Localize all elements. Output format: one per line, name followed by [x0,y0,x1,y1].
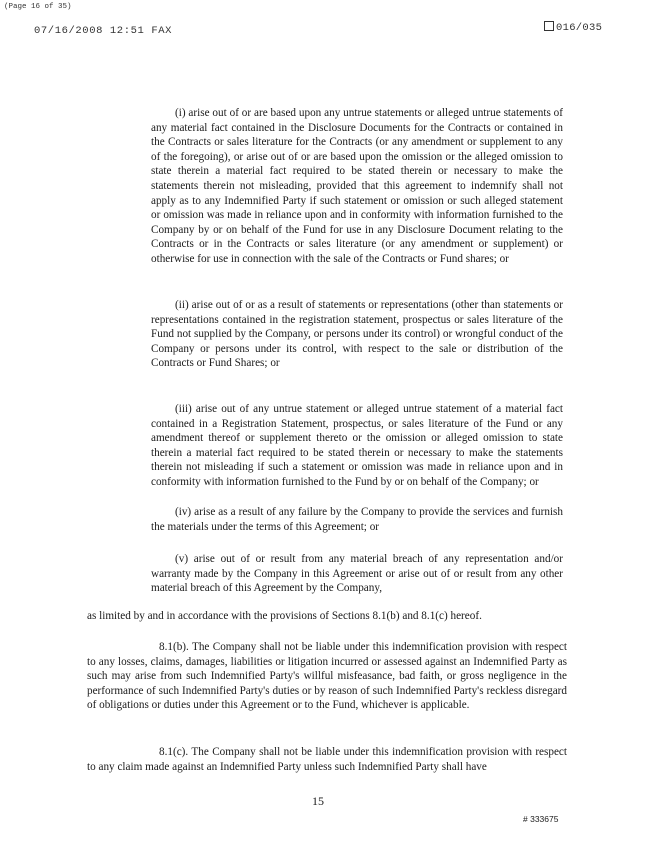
clause-item-v: (v) arise out of or result from any material breach of any representation and/or warranty made by the Company in this Agreement or arise out of or result from any other material breach of this Agreement by the Company, [151,553,563,595]
fax-page-count [544,21,602,34]
clause-item-ii: (ii) arise out of or as a result of statements or representations (other than statements or representations contained in the registration statement, prospectus or sales literature of the Fund not supplied by the Company, or persons under its control) or wrongful conduct of the Company or persons under its control, with respect to the sale or distribution of the Contracts or Fund Shares; or [151,299,563,370]
fax-page-label: (Page 16 of 35) [4,3,72,11]
section-8-1-b: 8.1(b). The Company shall not be liable under this indemnification provision with respect to any losses, claims, damages, liabilities or litigation incurred or assessed against an Indemnified Party as such may arise from such Indemnified Party's willful misfeasance, bad faith, or gross negligence in the performance of such Indemnified Party's duties or by reason of such Indemnified Party's reckless disregard of obligations or duties under this Agreement or to the Fund, whichever is applicable. [87,641,567,712]
section-8-1-c: 8.1(c). The Company shall not be liable under this indemnification provision with respect to any claim made against an Indemnified Party unless such Indemnified Party shall have [87,746,567,773]
limitation-clause: as limited by and in accordance with the provisions of Sections 8.1(b) and 8.1(c) hereof. [87,610,482,622]
fax-checkbox-icon [544,21,554,31]
clause-item-iv: (iv) arise as a result of any failure by the Company to provide the services and furnish the materials under the terms of this Agreement; or [151,506,563,533]
clause-item-i: (i) arise out of or are based upon any untrue statements or alleged untrue statements of any material fact contained in the Disclosure Documents for the Contracts or contained in the Contracts or sales literature for the Contracts (or any amendment or supplement to any of the foregoing), or arise out of or are based upon the omission or the alleged omission to state therein a material fact required to be stated therein or necessary to make the statements therein not misleading, provided that this agreement to indemnify shall not apply as to any Indemnified Party if such statement or omission or such alleged statement or omission was made in reliance upon and in conformity with information furnished to the Company by or on behalf of the Fund for use in any Disclosure Document relating to the Contracts or in the Contracts or sales literature (or any amendment or supplement) or otherwise for use in connection with the sale of the Contracts or Fund shares; or [151,107,563,265]
document-id: # 333675 [523,814,559,824]
clause-item-iii: (iii) arise out of any untrue statement or alleged untrue statement of a material fact contained in a Registration Statement, prospectus, or sales literature of the Fund or any amendment thereof or supplement thereto or the omission or alleged omission to state therein a material fact required to be stated therein or necessary to make the statements therein not misleading if such a statement or omission was made in reliance upon and in conformity with information furnished to the Fund by or on behalf of the Company; or [151,403,563,488]
page-number: 15 [312,794,324,808]
fax-datetime: 07/16/2008 12:51 FAX [34,25,173,37]
fax-page-count-text: 016/035 [556,22,603,34]
